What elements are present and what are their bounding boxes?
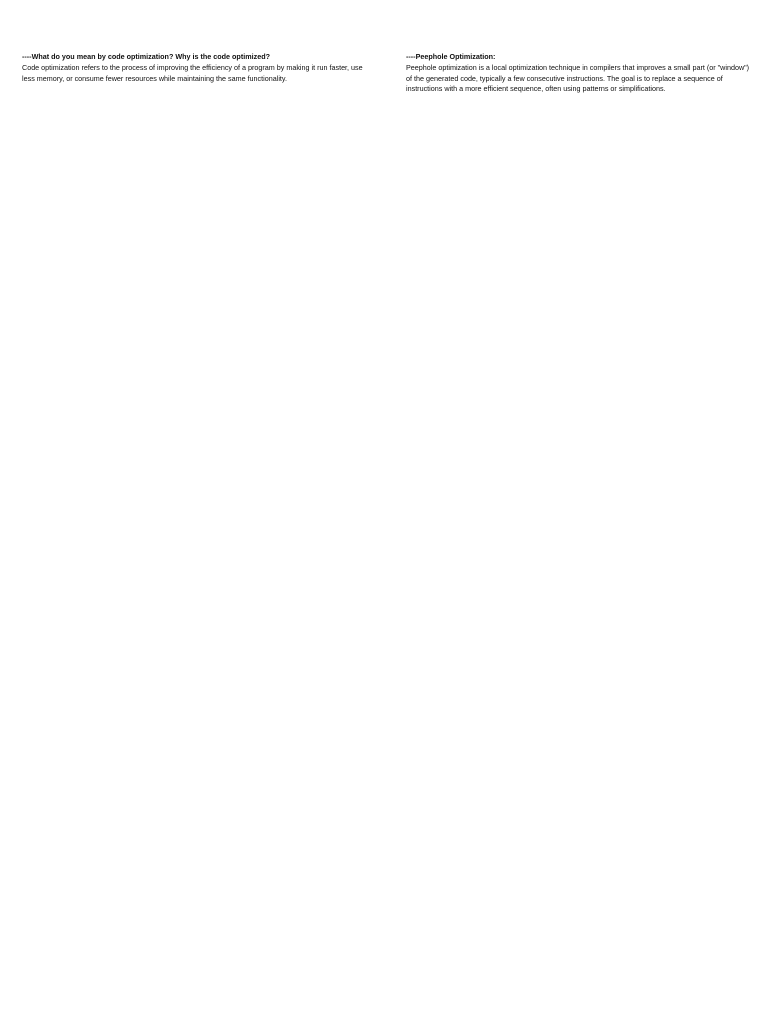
code-optimization-paragraph [22, 52, 364, 84]
code-optimization-intro: Code optimization refers to the process of improving the efficiency of a program by making it run faster, use less memory, or consume fewer resources while maintaining the same functionality. [22, 62, 363, 83]
peephole-paragraph [406, 52, 752, 95]
section-peephole-optimization [406, 52, 752, 95]
peephole-heading: ----Peephole Optimization: [406, 52, 496, 61]
left-column [22, 52, 364, 93]
right-column [406, 52, 752, 104]
section-code-optimization [22, 52, 364, 84]
peephole-intro: Peephole optimization is a local optimization technique in compilers that improves a small part (or "window") of the generated code, typically a few consecutive instructions. The goal is to replace a sequence of instructions with a more efficient sequence, often using patterns or simplifications. [406, 62, 750, 94]
code-optimization-heading: ----What do you mean by code optimization? Why is the code optimized? [22, 52, 270, 61]
